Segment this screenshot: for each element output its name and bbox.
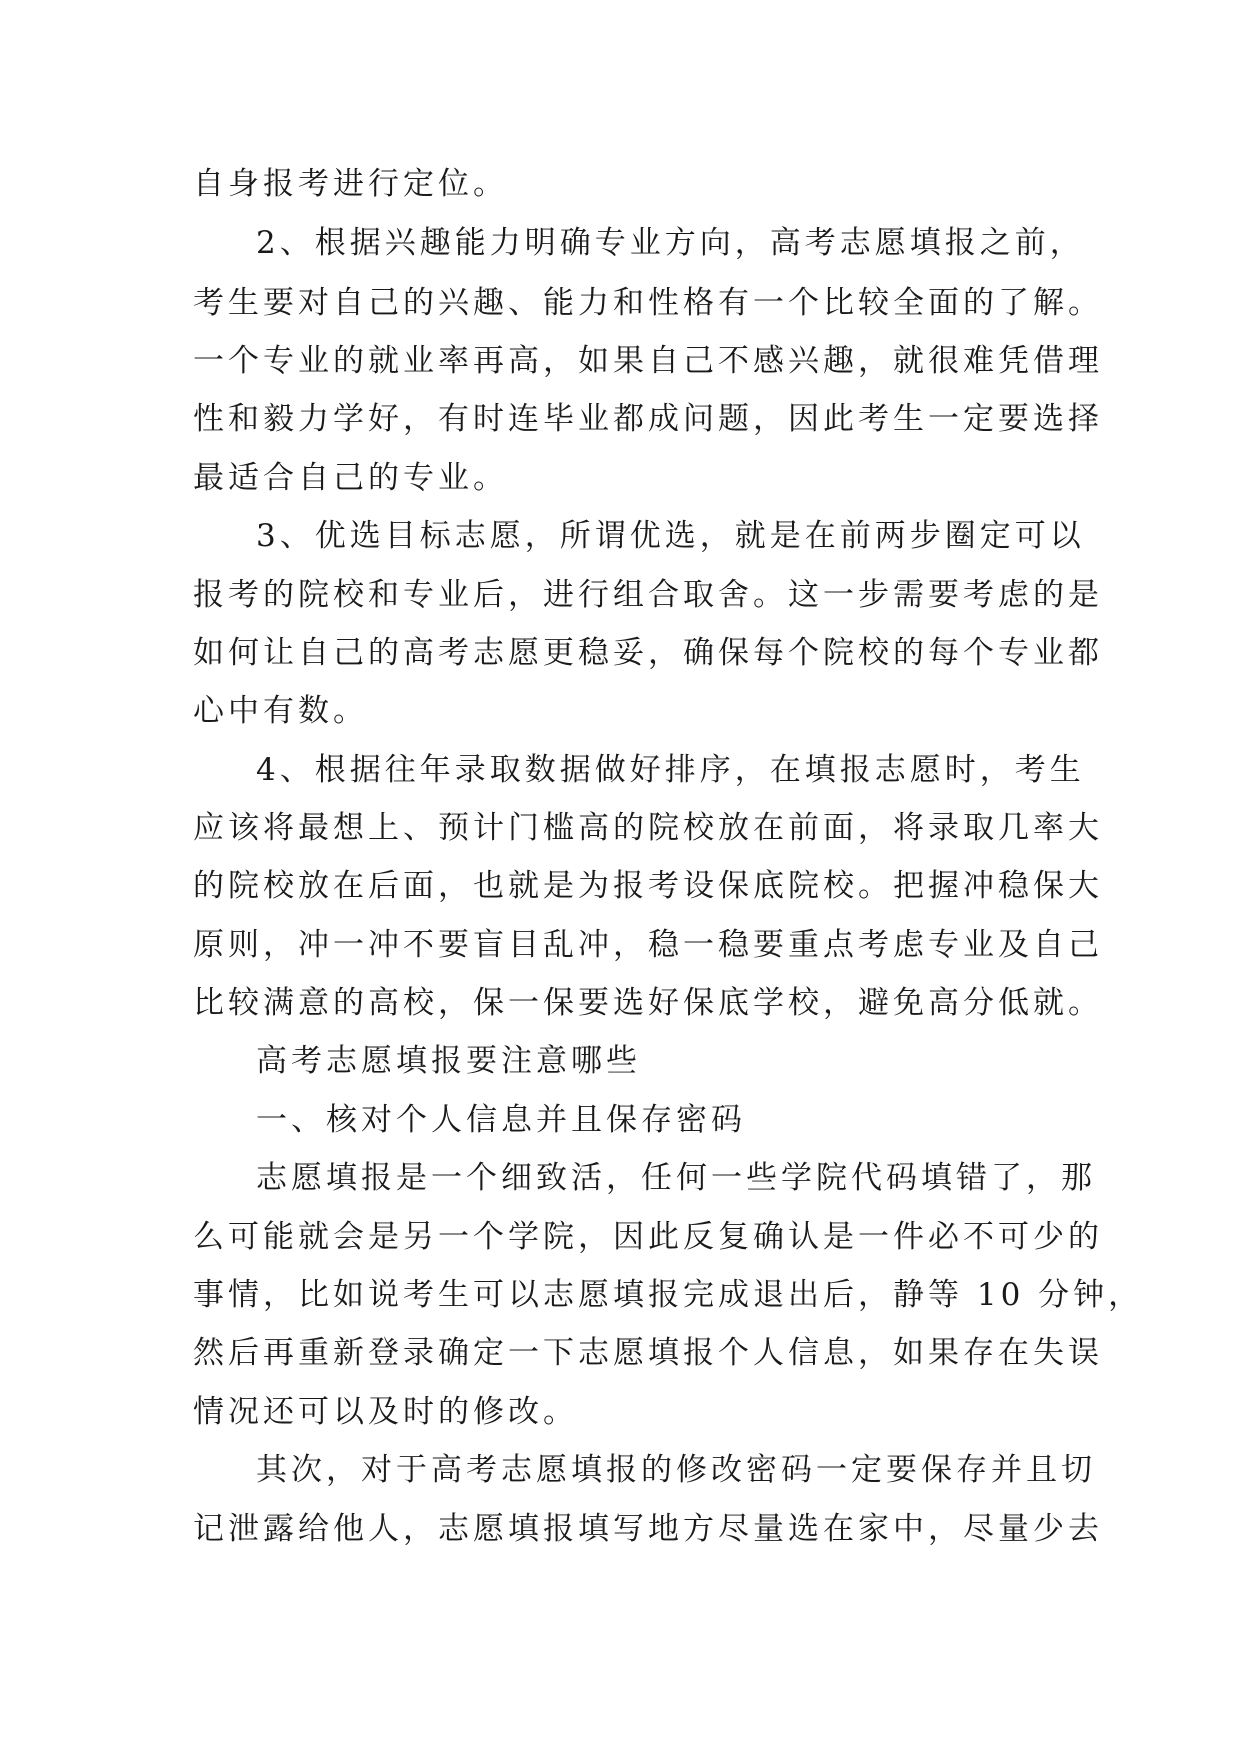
text-line: 原则，冲一冲不要盲目乱冲，稳一稳要重点考虑专业及自己 bbox=[193, 927, 1103, 963]
text-line: 一个专业的就业率再高，如果自己不感兴趣，就很难凭借理 bbox=[193, 343, 1103, 379]
text-line: 自身报考进行定位。 bbox=[193, 166, 508, 202]
text-line: 志愿填报是一个细致活，任何一些学院代码填错了，那 bbox=[256, 1160, 1096, 1196]
text-line: 考生要对自己的兴趣、能力和性格有一个比较全面的了解。 bbox=[193, 285, 1103, 321]
text-line: 心中有数。 bbox=[193, 693, 368, 729]
text-line: 然后再重新登录确定一下志愿填报个人信息，如果存在失误 bbox=[193, 1335, 1103, 1371]
text-line: 记泄露给他人，志愿填报填写地方尽量选在家中，尽量少去 bbox=[193, 1511, 1103, 1547]
subsection-heading: 一、核对个人信息并且保存密码 bbox=[256, 1102, 746, 1138]
text-line: 3、优选目标志愿，所谓优选，就是在前两步圈定可以 bbox=[256, 518, 1085, 554]
section-heading: 高考志愿填报要注意哪些 bbox=[256, 1043, 641, 1079]
text-line: 情况还可以及时的修改。 bbox=[193, 1394, 578, 1430]
text-line: 报考的院校和专业后，进行组合取舍。这一步需要考虑的是 bbox=[193, 577, 1103, 613]
text-line: 的院校放在后面，也就是为报考设保底院校。把握冲稳保大 bbox=[193, 868, 1103, 904]
text-line: 应该将最想上、预计门槛高的院校放在前面，将录取几率大 bbox=[193, 810, 1103, 846]
text-line: 2、根据兴趣能力明确专业方向，高考志愿填报之前， bbox=[256, 225, 1085, 261]
text-line: 如何让自己的高考志愿更稳妥，确保每个院校的每个专业都 bbox=[193, 635, 1103, 671]
text-line: 最适合自己的专业。 bbox=[193, 460, 508, 496]
text-line: 性和毅力学好，有时连毕业都成问题，因此考生一定要选择 bbox=[193, 401, 1103, 437]
text-line: 么可能就会是另一个学院，因此反复确认是一件必不可少的 bbox=[193, 1219, 1103, 1255]
text-line: 其次，对于高考志愿填报的修改密码一定要保存并且切 bbox=[256, 1452, 1096, 1488]
text-line: 比较满意的高校，保一保要选好保底学校，避免高分低就。 bbox=[193, 985, 1103, 1021]
text-line: 4、根据往年录取数据做好排序，在填报志愿时，考生 bbox=[256, 752, 1085, 788]
text-line: 事情，比如说考生可以志愿填报完成退出后，静等 10 分钟， bbox=[193, 1277, 1144, 1313]
